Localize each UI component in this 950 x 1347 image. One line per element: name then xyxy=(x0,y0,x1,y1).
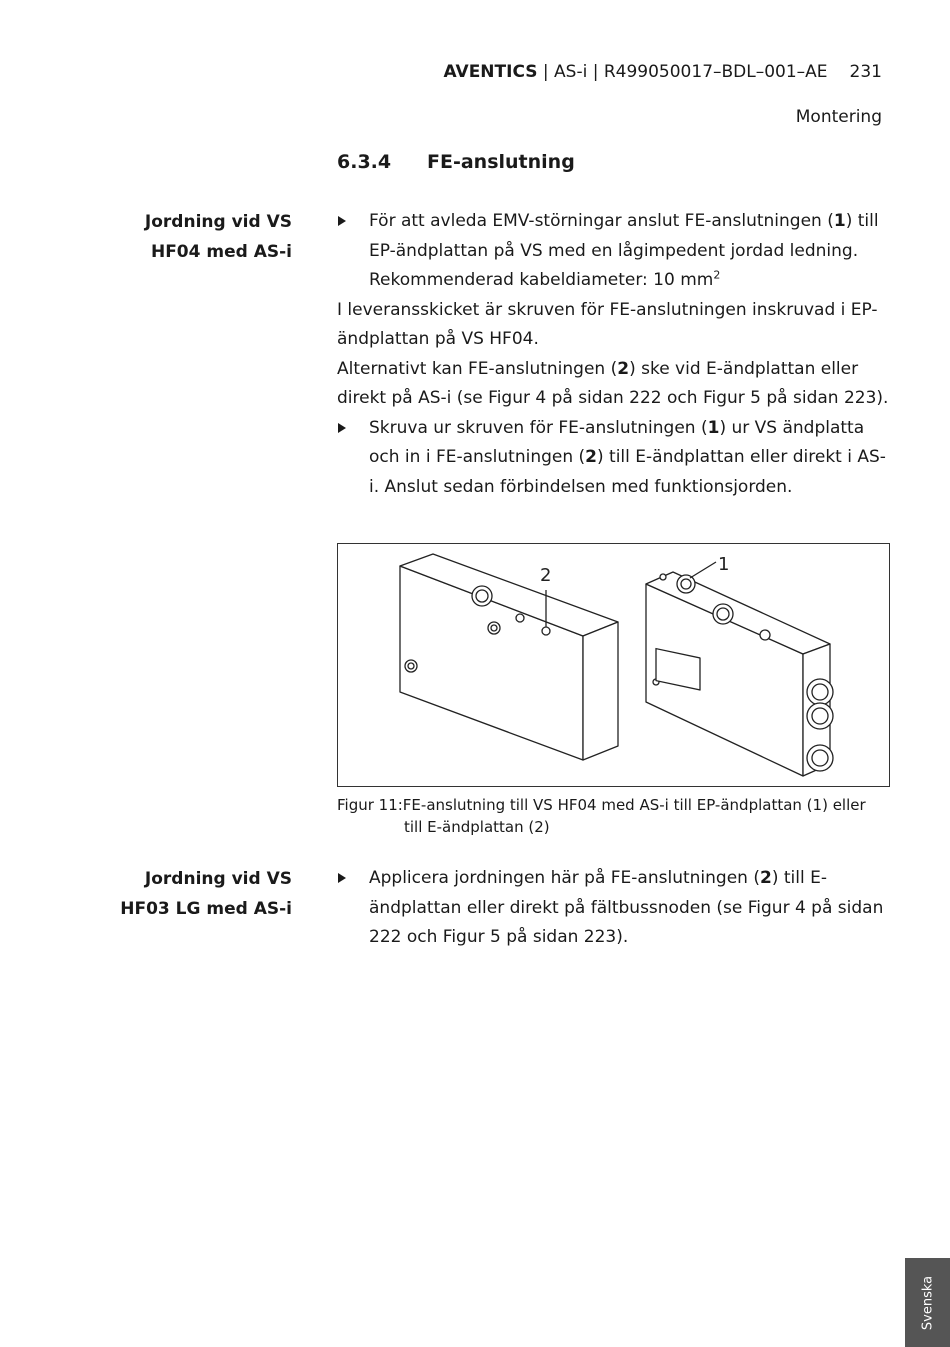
item-number: 2 xyxy=(617,358,630,379)
item-number: 1 xyxy=(707,417,720,438)
end-plate-left-side xyxy=(583,622,618,760)
figure-caption xyxy=(337,794,897,838)
body-text-hf03 xyxy=(337,864,889,953)
running-header xyxy=(444,62,882,82)
language-tab-label: Svenska xyxy=(920,1275,935,1330)
bullet-triangle-icon xyxy=(338,216,346,226)
callout-label-2: 2 xyxy=(540,565,552,586)
bullet-triangle-icon xyxy=(338,873,346,883)
side-heading-line: HF03 LG med AS-i xyxy=(120,899,292,919)
callout-label-1: 1 xyxy=(718,554,730,575)
body-text-hf04 xyxy=(337,207,889,502)
figure-11 xyxy=(337,543,890,787)
text-run: ) till E-ändplattan eller direkt i AS-i. Anslut sedan förbindelsen med funktionsjorden. xyxy=(369,447,886,497)
instruction-step xyxy=(337,864,889,953)
section-heading xyxy=(337,151,575,173)
text-run: ) till EP-ändplattan på VS med en lågimpedent jordad ledning. Rekommenderad kabeldiameter: 10 mm xyxy=(369,211,879,290)
brand-name: AVENTICS xyxy=(443,62,538,82)
text-run: ) till E-ändplattan eller direkt på fältbussnoden (se Figur 4 på sidan 222 och Figur 5 på sidan 223). xyxy=(369,868,884,947)
side-heading-line: Jordning vid VS xyxy=(144,869,292,889)
item-number: 2 xyxy=(759,868,772,888)
text-run: ) ske vid E-ändplattan eller direkt på AS-i (se Figur 4 på sidan 222 och Figur 5 på sidan 223). xyxy=(337,358,889,408)
text-run: Applicera jordningen här på FE-anslutningen ( xyxy=(369,868,760,888)
side-heading-line: HF04 med AS-i xyxy=(150,242,292,262)
side-heading-hf04 xyxy=(145,207,292,267)
text-run: Alternativt kan FE-anslutningen ( xyxy=(337,358,618,379)
document-id: | AS-i | R499050017–BDL–001–AE xyxy=(537,62,828,82)
instruction-step xyxy=(337,414,889,503)
heading-title: FE-anslutning xyxy=(427,151,575,173)
instruction-step xyxy=(337,207,889,296)
section-name: Montering xyxy=(795,107,882,127)
item-number: 1 xyxy=(833,211,846,231)
paragraph xyxy=(337,355,889,414)
caption-line: Figur 11:FE-anslutning till VS HF04 med AS-i till EP-ändplattan (1) eller xyxy=(337,796,866,814)
heading-number: 6.3.4 xyxy=(337,151,392,173)
side-heading-hf03 xyxy=(120,864,292,924)
page-number: 231 xyxy=(849,62,882,82)
side-heading-line: Jordning vid VS xyxy=(144,212,292,232)
language-tab xyxy=(905,1258,950,1347)
text-run: För att avleda EMV-störningar anslut FE-anslutningen ( xyxy=(369,211,834,231)
text-run: ) ur VS ändplatta och in i FE-anslutningen ( xyxy=(369,417,865,467)
text-run: Skruva ur skruven för FE-anslutningen ( xyxy=(369,417,708,438)
superscript: 2 xyxy=(713,268,721,282)
bullet-triangle-icon xyxy=(338,423,346,433)
end-plates-illustration xyxy=(338,544,889,786)
item-number: 2 xyxy=(585,447,597,467)
paragraph: I leveransskicket är skruven för FE-anslutningen inskruvad i EP-ändplattan på VS HF04. xyxy=(337,299,878,349)
callout-line-1 xyxy=(690,562,716,578)
caption-line: till E-ändplattan (2) xyxy=(404,818,550,836)
